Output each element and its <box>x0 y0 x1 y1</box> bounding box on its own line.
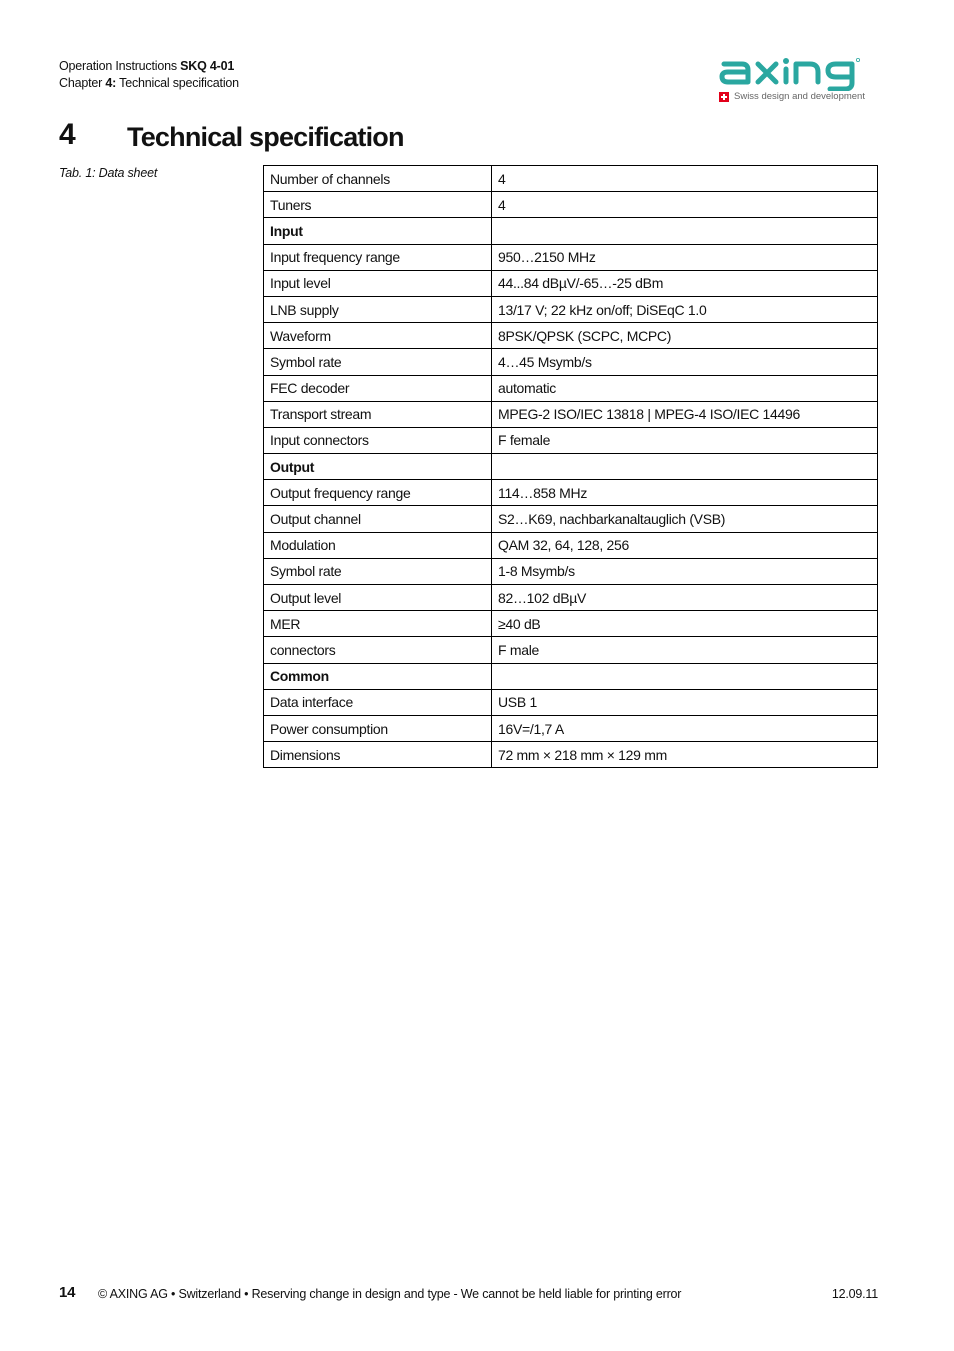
row-label: Data interface <box>264 689 492 715</box>
logo-tagline <box>719 91 865 102</box>
row-value: 16V=/1,7 A <box>492 715 878 741</box>
row-value <box>492 663 878 689</box>
data-sheet-body <box>264 166 878 768</box>
row-value <box>492 454 878 480</box>
data-sheet-table <box>263 165 878 768</box>
footer-copyright: © AXING AG • Switzerland • Reserving change in design and type - We cannot be held liable for printing error <box>98 1287 682 1301</box>
row-value: 72 mm × 218 mm × 129 mm <box>492 742 878 768</box>
row-label: Tuners <box>264 192 492 218</box>
row-value: 44...84 dBµV/-65…-25 dBm <box>492 270 878 296</box>
row-label: Number of channels <box>264 166 492 192</box>
row-value: F female <box>492 427 878 453</box>
chapter-number: 4 <box>59 118 76 151</box>
row-label: Output channel <box>264 506 492 532</box>
row-value: 4 <box>492 166 878 192</box>
table-row <box>264 689 878 715</box>
row-label: Power consumption <box>264 715 492 741</box>
chapter-title: Technical specification <box>127 122 404 152</box>
row-label: connectors <box>264 637 492 663</box>
table-row <box>264 401 878 427</box>
row-label: Transport stream <box>264 401 492 427</box>
row-value: MPEG-2 ISO/IEC 13818 | MPEG-4 ISO/IEC 14496 <box>492 401 878 427</box>
running-header <box>59 58 239 91</box>
table-row <box>264 244 878 270</box>
row-label: Dimensions <box>264 742 492 768</box>
table-section-row <box>264 663 878 689</box>
row-value: 8PSK/QPSK (SCPC, MCPC) <box>492 323 878 349</box>
row-value: S2…K69, nachbarkanaltauglich (VSB) <box>492 506 878 532</box>
header-doc-prefix: Operation Instructions <box>59 59 177 73</box>
row-value: 13/17 V; 22 kHz on/off; DiSEqC 1.0 <box>492 296 878 322</box>
table-row <box>264 558 878 584</box>
row-value: QAM 32, 64, 128, 256 <box>492 532 878 558</box>
table-row <box>264 506 878 532</box>
row-label: Symbol rate <box>264 558 492 584</box>
table-row <box>264 192 878 218</box>
row-value: USB 1 <box>492 689 878 715</box>
table-row <box>264 375 878 401</box>
header-chapter-prefix: Chapter <box>59 75 103 90</box>
row-label: Input frequency range <box>264 244 492 270</box>
header-doc-line <box>59 58 239 75</box>
row-value: 950…2150 MHz <box>492 244 878 270</box>
table-row <box>264 270 878 296</box>
row-label: Output level <box>264 585 492 611</box>
header-product-code: SKQ 4-01 <box>180 59 235 73</box>
row-value: 114…858 MHz <box>492 480 878 506</box>
table-section-row <box>264 454 878 480</box>
table-row <box>264 715 878 741</box>
row-value: F male <box>492 637 878 663</box>
row-label: Input <box>264 218 492 244</box>
table-row <box>264 637 878 663</box>
row-value: ≥40 dB <box>492 611 878 637</box>
header-chapter-line <box>59 75 239 92</box>
table-row <box>264 532 878 558</box>
table-row <box>264 611 878 637</box>
row-label: LNB supply <box>264 296 492 322</box>
row-label: MER <box>264 611 492 637</box>
axing-logo-mark <box>718 55 882 91</box>
header-chapter-number: 4: <box>105 75 117 90</box>
table-row <box>264 296 878 322</box>
row-label: Output <box>264 454 492 480</box>
row-value: 82…102 dBµV <box>492 585 878 611</box>
header-chapter-title: Technical specification <box>119 75 239 90</box>
row-label: Common <box>264 663 492 689</box>
table-row <box>264 585 878 611</box>
row-value: 4…45 Msymb/s <box>492 349 878 375</box>
page-number: 14 <box>59 1284 76 1301</box>
footer-date: 12.09.11 <box>831 1287 878 1301</box>
swiss-flag-icon <box>719 92 729 102</box>
row-label: FEC decoder <box>264 375 492 401</box>
row-label: Input level <box>264 270 492 296</box>
table-caption: Tab. 1: Data sheet <box>59 166 158 180</box>
table-row <box>264 323 878 349</box>
row-label: Symbol rate <box>264 349 492 375</box>
tagline-text: Swiss design and development <box>734 91 865 102</box>
row-value: 4 <box>492 192 878 218</box>
table-row <box>264 349 878 375</box>
row-value <box>492 218 878 244</box>
table-row <box>264 427 878 453</box>
row-label: Input connectors <box>264 427 492 453</box>
row-value: automatic <box>492 375 878 401</box>
row-value: 1-8 Msymb/s <box>492 558 878 584</box>
table-row <box>264 480 878 506</box>
row-label: Waveform <box>264 323 492 349</box>
table-section-row <box>264 218 878 244</box>
table-row <box>264 166 878 192</box>
table-row <box>264 742 878 768</box>
row-label: Output frequency range <box>264 480 492 506</box>
row-label: Modulation <box>264 532 492 558</box>
